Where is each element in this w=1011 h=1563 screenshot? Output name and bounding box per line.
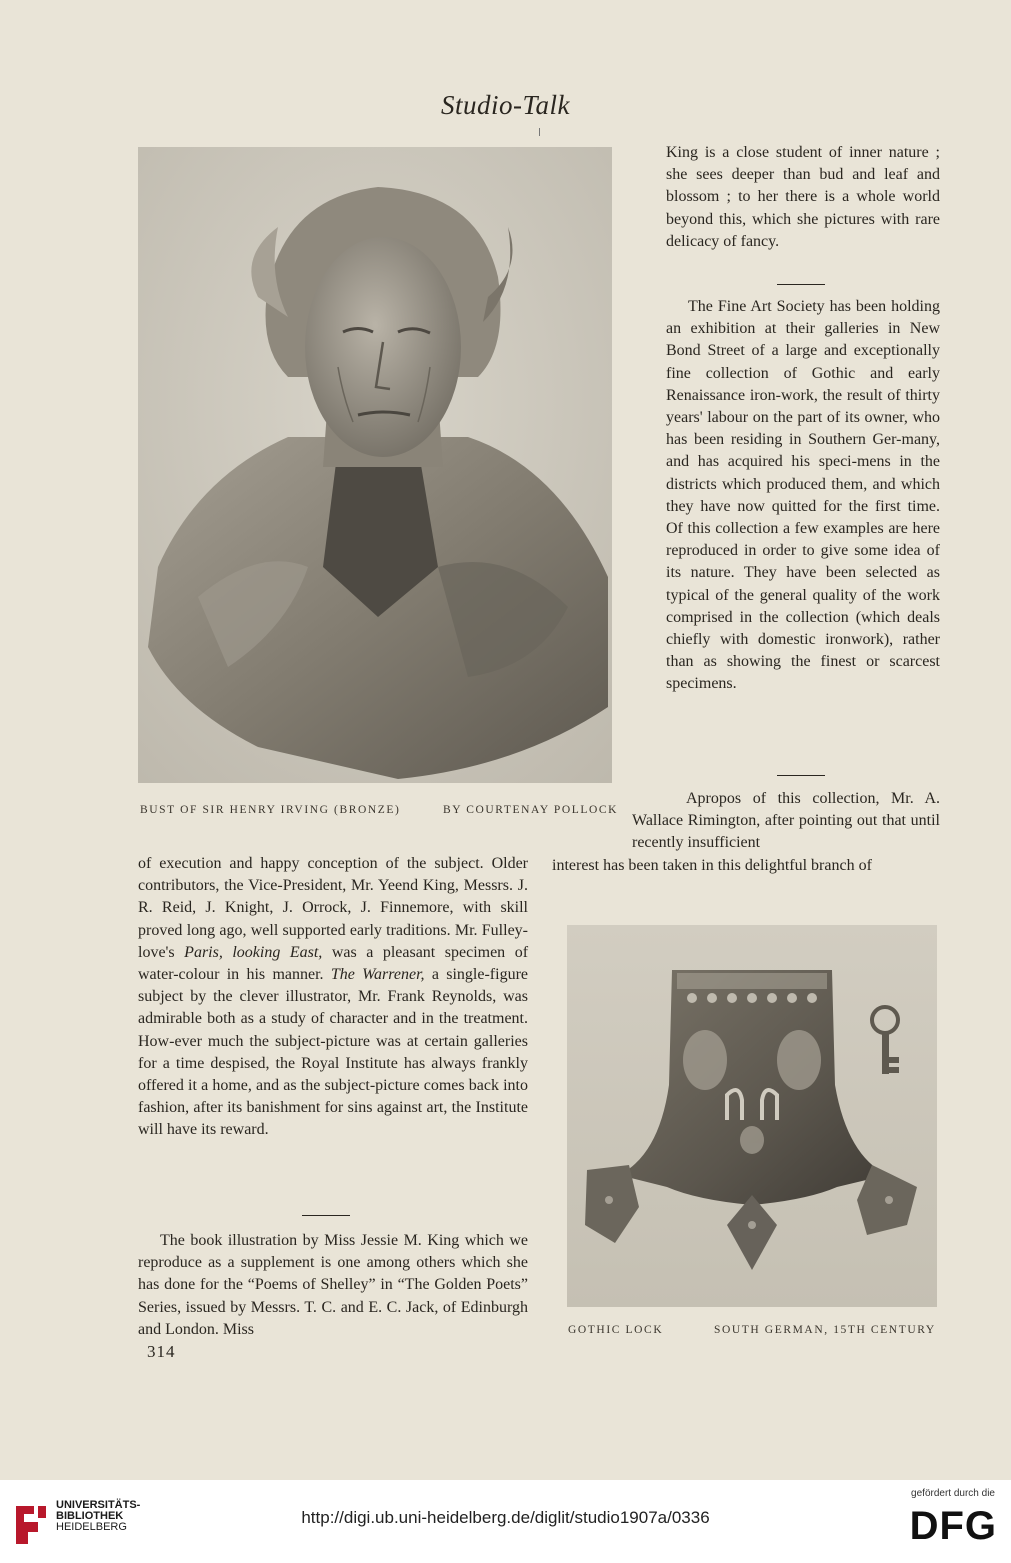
bust-photograph	[138, 147, 612, 783]
bust-caption-artist: BY COURTENAY POLLOCK	[443, 804, 619, 816]
review-text-1: of execution and happy conception of the subject. Older contributors, the Vice-President, Mr. Yeend King, Messrs. J. R. Reid, J. Knight, J. Orrock, J. Finnemore, with skill proved long ago, well supported early traditions. Mr. Fulley-love's	[138, 855, 528, 961]
lock-illustration	[567, 925, 937, 1307]
section-divider	[777, 284, 825, 285]
funding-note: gefördert durch die	[911, 1488, 995, 1499]
library-name-line3: HEIDELBERG	[56, 1521, 127, 1533]
running-head: Studio-Talk	[440, 90, 571, 120]
review-text-3: a single-figure subject by the clever illustrator, Mr. Frank Reynolds, was admirable both as a study of character and in the treatment. How-ever much the subject-picture was at certain galleries for a time despised, the Royal Institute has always frankly offered it a home, and as the subject-picture comes back into fashion, after its banishment for sins against art, the Institute will have its reward.	[138, 966, 529, 1139]
right-column-top	[666, 142, 940, 253]
left-column-book-illustration	[138, 1230, 528, 1341]
library-name-line2: BIBLIOTHEK	[56, 1510, 124, 1522]
section-divider	[302, 1215, 350, 1216]
paragraph-apropos-continued: interest has been taken in this delightful branch of	[552, 857, 872, 874]
paragraph-exhibition-review	[138, 853, 528, 1142]
title-paris-looking-east: Paris, looking East,	[184, 943, 323, 961]
gothic-lock-photograph	[567, 925, 937, 1307]
review-text-2: was a pleasant specimen of water-colour in his manner.	[138, 943, 529, 984]
paragraph-fine-art-society: The Fine Art Society has been holding an exhibition at their galleries in New Bond Street of a large and exceptionally fine collection of Gothic and early Renaissance iron-work, the result of thirty years' labour on the part of its owner, who has been residing in Southern Ger-many, and has acquired his speci-mens in the districts which produced them, and which they have now quitted for the first time. Of this collection a few examples are here reproduced in order to give some idea of its nature. They have been selected as typical of the general quality of the work comprised in the collection (which deals chiefly with domestic ironwork), rather than as showing the finest or scarcest specimens.	[666, 298, 940, 693]
lock-caption-origin: SOUTH GERMAN, 15TH CENTURY	[714, 1324, 936, 1336]
permalink-url[interactable]: http://digi.ub.uni-heidelberg.de/diglit/studio1907a/0336	[301, 1508, 710, 1527]
header-mark	[539, 128, 540, 136]
bust-illustration	[138, 147, 612, 783]
right-column-continued-line	[552, 855, 940, 877]
paragraph-book-illustration: The book illustration by Miss Jessie M. King which we reproduce as a supplement is one among others which she has done for the “Poems of Shelley” in “The Golden Poets” Series, issued by Messrs. T. C. and E. C. Jack, of Edinburgh and London. Miss	[138, 1232, 528, 1338]
library-name-line1: UNIVERSITÄTS-	[56, 1499, 141, 1511]
digitization-footer	[0, 1480, 1011, 1563]
page-number: 314	[147, 1342, 176, 1361]
left-column-body	[138, 853, 528, 1142]
title-the-warrener: The Warrener,	[330, 966, 425, 984]
right-column-apropos	[632, 788, 940, 855]
dfg-logo: DFG	[909, 1504, 997, 1548]
paragraph-king-continued: King is a close student of inner nature ; she sees deeper than bud and leaf and blossom ; to her there is a whole world beyond this, which she pictures with rare delicacy of fancy.	[666, 144, 940, 250]
lock-caption-title: GOTHIC LOCK	[568, 1324, 664, 1336]
paragraph-apropos: Apropos of this collection, Mr. A. Wallace Rimington, after pointing out that until recently insufficient	[632, 790, 940, 852]
bust-caption-title: BUST OF SIR HENRY IRVING (BRONZE)	[140, 804, 401, 816]
section-divider	[777, 775, 825, 776]
right-column-middle	[666, 296, 940, 696]
